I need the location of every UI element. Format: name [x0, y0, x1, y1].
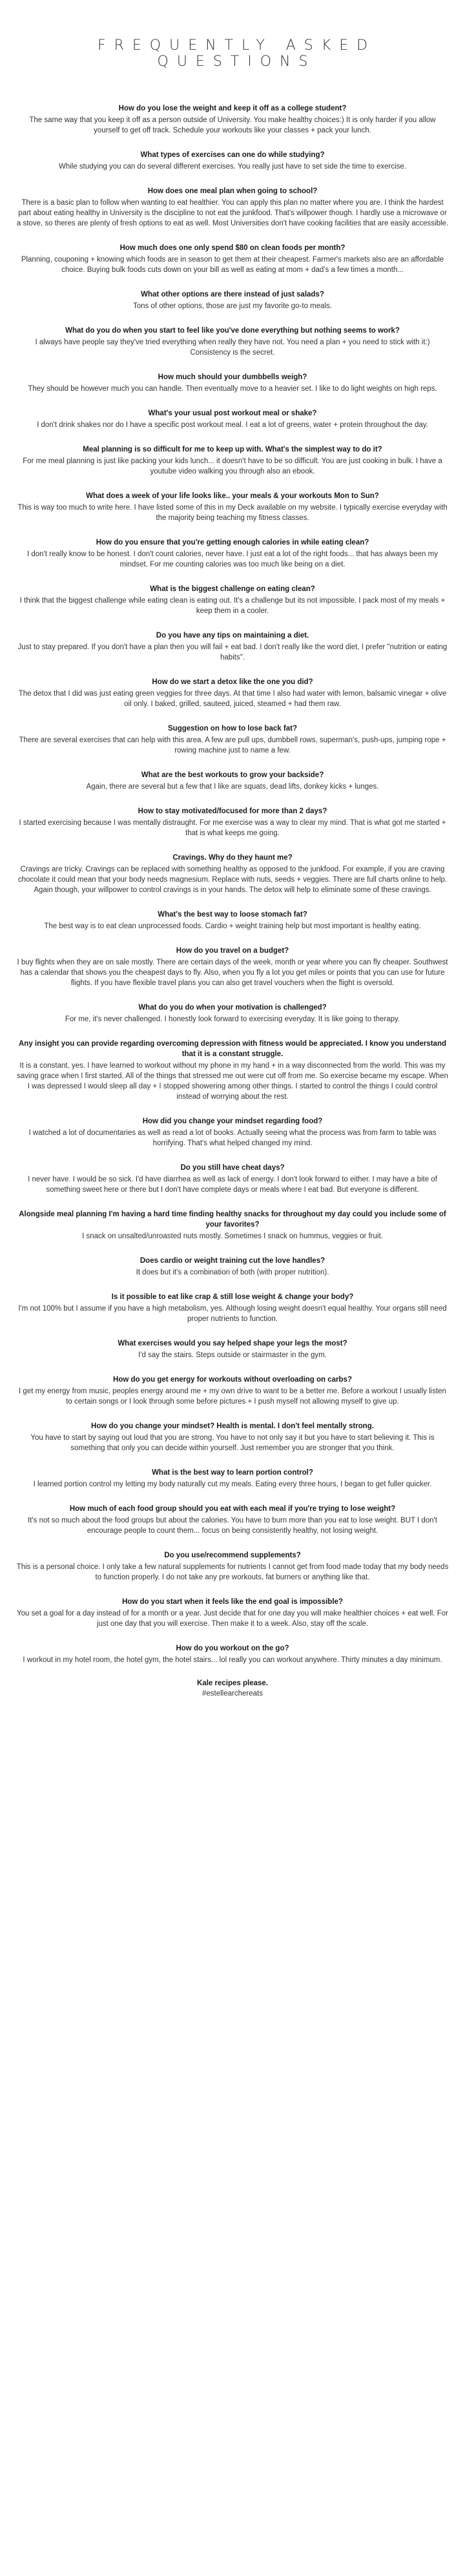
faq-answer: Cravings are tricky. Cravings can be replaced with something healthy as opposed to the junkfood. For example, if you are craving chocolate it could mean that your body needs magnesium. Replace with nuts, seeds + veggies. There are full charts online to help. Again though, your willpower to control cravings is in your hands. The detox will help to eliminate some of these cravings.	[17, 866, 448, 894]
faq-answer: Again, there are several but a few that I like are squats, dead lifts, donkey kicks + lunges.	[86, 783, 379, 791]
faq-item	[16, 150, 450, 172]
closing-section	[16, 1678, 450, 1699]
faq-answer: Planning, couponing + knowing which foods are in season to get them at their cheapest. Farmer's markets also are an affordable choice. Buying bulk foods cuts down on your bill as well as eating at mom + dad's a few times a month...	[21, 256, 444, 274]
faq-question: How did you change your mindset regarding food?	[142, 1117, 323, 1125]
faq-question: What's the best way to loose stomach fat?	[158, 911, 307, 919]
page-title: FREQUENTLY ASKED QUESTIONS	[97, 37, 377, 70]
faq-answer: I buy flights when they are on sale mostly. There are certain days of the week, month or year where you can fly cheaper. Southwest has a calendar that shows you the cheapest days to fly. Also, when you fly a lot you get miles or points that you can use for future flights. If you have flexible travel plans you can also get travel vouchers when the flight is oversold.	[17, 959, 448, 987]
faq-question: How do you change your mindset? Health is mental. I don't feel mentally strong.	[91, 1422, 374, 1430]
faq-question: What do you do when you start to feel like you've done everything but nothing seems to work?	[65, 327, 400, 335]
faq-answer: I'd say the stairs. Steps outside or stairmaster in the gym.	[138, 1351, 327, 1359]
faq-answer: It does but it's a combination of both (with proper nutrition).	[136, 1269, 329, 1276]
faq-question: How much should your dumbbells weigh?	[158, 373, 307, 381]
faq-item	[16, 326, 450, 358]
faq-question: How to stay motivated/focused for more than 2 days?	[138, 807, 327, 815]
faq-question: Alongside meal planning I'm having a hard time finding healthy snacks for throughout my day could you include some of your favorites?	[19, 1210, 446, 1229]
closing-text: Kale recipes please.	[197, 1679, 268, 1687]
faq-item	[16, 1163, 450, 1195]
faq-question: What other options are there instead of just salads?	[141, 291, 324, 298]
faq-item	[16, 584, 450, 616]
faq-question: How much does one only spend $80 on clean foods per month?	[119, 244, 346, 252]
faq-answer: For me, it's never challenged. I honestly look forward to exercising everyday. It is like going to therapy.	[65, 1015, 400, 1023]
faq-item	[16, 1039, 450, 1102]
faq-item	[16, 537, 450, 570]
faq-question: Any insight you can provide regarding overcoming depression with fitness would be appreciated. I know you understand that it is a constant struggle.	[19, 1040, 446, 1058]
faq-answer: I always have people say they've tried everything when really they have not. You need a plan + you need to stick with it:) Consistency is the secret.	[35, 338, 430, 357]
faq-item	[16, 1597, 450, 1629]
faq-item	[16, 677, 450, 709]
faq-question: Suggestion on how to lose back fat?	[168, 725, 297, 732]
faq-item	[16, 1116, 450, 1148]
faq-item	[16, 186, 450, 229]
faq-item	[16, 946, 450, 988]
faq-answer: You have to start by saying out loud that you are strong. You have to not only say it but you have to start believing it. This is something that only you can decide within yourself. Just remember you are stronger that you think.	[30, 1434, 435, 1452]
faq-answer: I learned portion control my letting my body naturally cut my meals. Eating every three hours, I began to get fuller quicker.	[33, 1480, 432, 1488]
faq-item	[16, 1504, 450, 1536]
faq-answer: There are several exercises that can help with this area. A few are pull ups, dumbbell rows, superman's, push-ups, jumping rope + rowing machine just to name a few.	[19, 736, 446, 754]
faq-question: How does one meal plan when going to school?	[147, 187, 318, 195]
faq-answer: I don't drink shakes nor do I have a specific post workout meal. I eat a lot of greens, water + protein throughout the day.	[37, 421, 428, 429]
faq-question: How much of each food group should you eat with each meal if you're trying to lose weight?	[69, 1505, 396, 1513]
faq-question: What do you do when your motivation is challenged?	[138, 1004, 327, 1012]
faq-item	[16, 909, 450, 931]
faq-question: How do you ensure that you're getting enough calories in while eating clean?	[96, 539, 369, 546]
faq-answer: I don't really know to be honest. I don't count calories, never have. I just eat a lot of the right foods... that has always been my mindset. For me counting calories was too much like being on a diet.	[27, 550, 438, 568]
faq-question: How do you start when it feels like the end goal is impossible?	[122, 1598, 343, 1606]
faq-answer: It's not so much about the food groups but about the calories. You have to burn more than you eat to lose weight. BUT I don't encourage people to count them... focus on being consistently healthy, not losing weight.	[28, 1517, 437, 1535]
faq-answer: I get my energy from music, peoples energy around me + my own drive to want to be a better me. Before a workout I usually listen to certain songs or I look through some before pictures + I push myself not allowing myself to give up.	[19, 1387, 446, 1406]
faq-question: What does a week of your life looks like.. your meals & your workouts Mon to Sun?	[86, 492, 379, 500]
faq-item	[16, 1643, 450, 1665]
faq-item	[16, 630, 450, 663]
faq-question: How do you get energy for workouts without overloading on carbs?	[113, 1376, 352, 1384]
faq-question: How do we start a detox like the one you did?	[152, 678, 313, 686]
faq-item	[16, 372, 450, 394]
faq-answer: You set a goal for a day instead of for a month or a year. Just decide that for one day you will make healthier choices + eat well. For just one day that you will exercise. Then make it to a week. Also, stay off the scale.	[17, 1610, 448, 1628]
faq-answer: For me meal planning is just like packing your kids lunch... it doesn't have to be so difficult. You are just cooking in bulk. I have a youtube video walking you through also an ebook.	[23, 457, 442, 475]
faq-answer: The best way is to eat clean unprocessed foods. Cardio + weight training help but most important is healthy eating.	[44, 922, 421, 930]
faq-question: What is the biggest challenge on eating clean?	[150, 585, 315, 593]
faq-question: What is the best way to learn portion control?	[152, 1469, 313, 1477]
faq-answer: This is a personal choice. I only take a few natural supplements for nutrients I cannot get from food made today that my body needs to function properly. I do not take any pre workouts, fat burners or anything like that.	[16, 1563, 449, 1581]
faq-item	[16, 770, 450, 792]
faq-answer: I started exercising because I was mentally distraught. For me exercise was a way to clear my mind. That is what got me started + that is what keeps me going.	[19, 819, 446, 837]
faq-answer: There is a basic plan to follow when wanting to eat healthier. You can apply this plan no matter where you are. I think the hardest part about eating healthy in University is the discipline to not eat the junkfood. That's willpower though. I hardly use a microwave or a stove, so theres are plenty of fresh options to eat as well. Most Universities don't have cooking facilities that are easily accessible.	[16, 199, 449, 227]
faq-question: How do you lose the weight and keep it off as a college student?	[118, 105, 347, 112]
faq-answer: They should be however much you can handle. Then eventually move to a heavier set. I like to do light weights on high reps.	[28, 385, 437, 393]
faq-question: How do you travel on a budget?	[176, 947, 289, 955]
faq-item	[16, 1421, 450, 1453]
faq-item	[16, 806, 450, 838]
faq-item	[16, 1338, 450, 1360]
faq-question: Do you have any tips on maintaining a diet.	[156, 632, 309, 639]
faq-question: Cravings. Why do they haunt me?	[172, 854, 293, 862]
faq-question: What types of exercises can one do while studying?	[140, 151, 325, 159]
faq-question: Do you still have cheat days?	[180, 1164, 285, 1172]
faq-question: What are the best workouts to grow your backside?	[141, 771, 324, 779]
faq-item	[16, 243, 450, 275]
faq-item	[16, 1256, 450, 1278]
faq-question: What exercises would you say helped shape your legs the most?	[118, 1340, 347, 1347]
faq-item	[16, 444, 450, 477]
faq-item	[16, 491, 450, 523]
faq-answer: This is way too much to write here. I have listed some of this in my Deck available on my website. I typically exercise everyday with the majority being teaching my fitness classes.	[17, 504, 448, 522]
faq-answer: While studying you can do several different exercises. You really just have to set side the time to exercise.	[58, 163, 407, 171]
faq-answer: I snack on unsalted/unroasted nuts mostly. Sometimes I snack on hummus, veggies or fruit.	[82, 1232, 383, 1240]
faq-item	[16, 1209, 450, 1241]
faq-question: Is it possible to eat like crap & still lose weight & change your body?	[111, 1293, 354, 1301]
faq-answer: I think that the biggest challenge while eating clean is eating out. It's a challenge but its not impossible. I pack most of my meals + keep them in a cooler.	[19, 597, 446, 615]
faq-answer: Just to stay prepared. If you don't have a plan then you will fail + eat bad. I don't really like the word diet, I prefer "nutrition or eating habits".	[17, 643, 448, 661]
faq-answer: I workout in my hotel room, the hotel gym, the hotel stairs... lol really you can workout anywhere. Thirty minutes a day minimum.	[23, 1656, 442, 1664]
faq-question: Meal planning is so difficult for me to keep up with. What's the simplest way to do it?	[83, 446, 382, 453]
faq-answer: I watched a lot of documentaries as well as read a lot of books. Actually seeing what the process was from farm to table was horrifying. That's what helped changed my mind.	[28, 1129, 437, 1147]
faq-item	[16, 103, 450, 136]
faq-question: Do you use/recommend supplements?	[164, 1552, 301, 1559]
faq-answer: I'm not 100% but I assume if you have a high metabolism, yes. Although losing weight doesn't equal healthy. Your organs still need proper nutrients to function.	[18, 1305, 447, 1323]
faq-item	[16, 408, 450, 430]
faq-item	[16, 1292, 450, 1324]
faq-item	[16, 1550, 450, 1583]
faq-item	[16, 723, 450, 756]
faq-list	[16, 103, 450, 1665]
faq-item	[16, 853, 450, 895]
faq-item	[16, 1002, 450, 1024]
faq-question: What's your usual post workout meal or shake?	[148, 410, 317, 417]
faq-answer: Tons of other options, those are just my favorite go-to meals.	[132, 302, 333, 310]
faq-answer: The same way that you keep it off as a person outside of University. You make healthy choices:) It is only harder if you allow yourself to get off track. Schedule your workouts like your classes + pack your lunch.	[29, 116, 436, 134]
hashtag: #estellearchereats	[202, 1690, 263, 1698]
faq-item	[16, 1375, 450, 1407]
faq-question: How do you workout on the go?	[176, 1645, 289, 1652]
faq-item	[16, 289, 450, 311]
faq-answer: The detox that I did was just eating green veggies for three days. At that time I also had water with lemon, balsamic vinegar + olive oil only. I baked, grilled, sauteed, juiced, steamed + had them raw.	[18, 690, 447, 708]
faq-answer: It is a constant, yes. I have learned to workout without my phone in my hand + in a way disconnected from the world. This was my saving grace when I first started. All of the things that stressed me out were cut off from me. So exercise became my escape. When I was depressed I would sleep all day + I stopped showering among other things. I started to control the things I could control instead of worrying about the rest.	[17, 1062, 448, 1101]
faq-item	[16, 1468, 450, 1490]
faq-question: Does cardio or weight training cut the love handles?	[140, 1257, 326, 1265]
faq-answer: I never have. I would be so sick. I'd have diarrhea as well as lack of energy. I don't look forward to either. I may have a bite of something sweet here or there but I don't have complete days or meals where I eat bad. But everyone is different.	[28, 1176, 437, 1194]
